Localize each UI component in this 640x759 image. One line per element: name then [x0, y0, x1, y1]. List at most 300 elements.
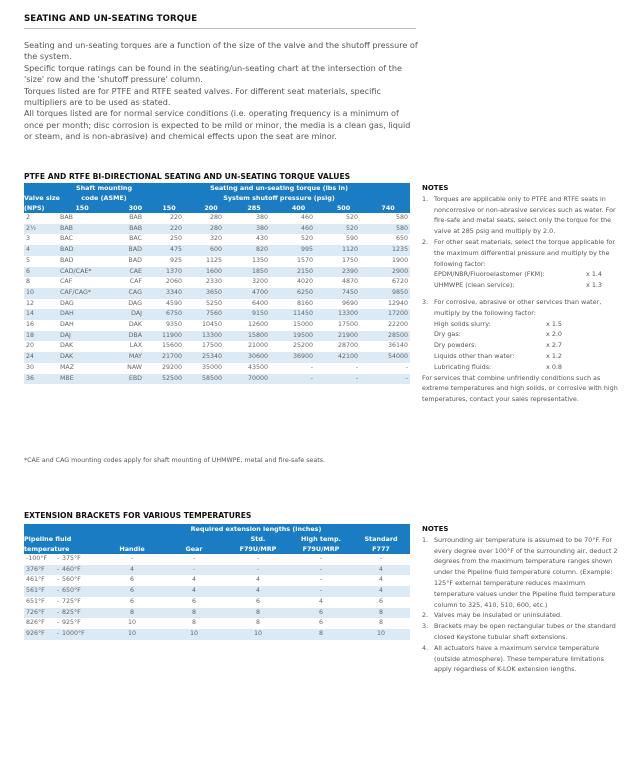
- title-divider: [24, 28, 416, 29]
- table-cell: 375°F: [62, 555, 81, 562]
- table-row: [24, 277, 410, 288]
- table-row: [24, 352, 410, 363]
- table-cell: 42100: [321, 352, 366, 363]
- table-cell: 9850: [366, 288, 410, 299]
- table-row: [24, 288, 410, 299]
- table-cell: DAK: [60, 352, 104, 363]
- table-cell: DAK: [60, 342, 74, 350]
- table-cell: 11450: [276, 309, 321, 320]
- note-number: 4.: [422, 643, 429, 652]
- table-cell: 220: [148, 224, 190, 235]
- header-standard-model: F777: [352, 544, 410, 554]
- table-cell: 8: [255, 619, 260, 627]
- factor-label: EPDM/NBR/Fluoroelastomer (FKM):: [434, 270, 545, 279]
- torque-header-row: [24, 183, 410, 193]
- table-cell: 22200: [388, 321, 409, 329]
- table-cell: 250: [169, 235, 183, 243]
- table-cell: DAJ: [60, 331, 104, 342]
- table-cell: 54000: [366, 352, 410, 363]
- table-cell: 4: [318, 597, 323, 605]
- torque-notes: [422, 183, 622, 405]
- table-cell: -: [192, 555, 196, 562]
- extension-notes: [422, 524, 622, 675]
- table-cell: 30600: [232, 352, 276, 363]
- table-cell: 3650: [190, 288, 232, 299]
- header-class-300: 300: [104, 203, 148, 213]
- table-cell: -: [290, 565, 352, 576]
- table-cell: 6: [24, 267, 60, 278]
- table-cell: 15600: [161, 342, 183, 350]
- table-cell: 826°F: [26, 619, 45, 627]
- note-number: 2.: [422, 237, 429, 246]
- table-cell: 1235: [366, 245, 410, 256]
- table-row: [24, 586, 410, 597]
- table-cell: -: [130, 555, 134, 562]
- table-cell: 600: [190, 245, 232, 256]
- table-cell: 2060: [165, 278, 183, 286]
- table-cell: 1850: [232, 267, 276, 278]
- factor-value: x 0.8: [546, 362, 562, 371]
- table-cell: 21700: [148, 352, 190, 363]
- page-title: SEATING AND UN-SEATING TORQUE: [24, 14, 198, 24]
- table-cell: 12: [26, 299, 35, 307]
- table-cell: 580: [396, 214, 409, 221]
- table-cell: 520: [321, 224, 366, 235]
- table-cell: 4700: [232, 288, 276, 299]
- table-cell: 820: [232, 245, 276, 256]
- table-cell: 925: [169, 256, 183, 264]
- table-cell: 2900: [366, 267, 410, 278]
- extension-table-title: EXTENSION BRACKETS FOR VARIOUS TEMPERATURES: [24, 511, 252, 520]
- factor-value: x 1.4: [586, 270, 602, 279]
- table-cell: 6720: [392, 278, 409, 286]
- table-cell: 9150: [232, 309, 276, 320]
- header-handle: Handle: [102, 544, 162, 554]
- table-cell: 8: [290, 629, 352, 640]
- table-cell: 4590: [165, 299, 183, 307]
- table-cell: DBA: [104, 331, 148, 342]
- table-cell: 6: [255, 597, 260, 605]
- factor-row: [434, 269, 602, 280]
- table-row: [24, 554, 410, 565]
- table-row: [24, 309, 410, 320]
- table-cell: -: [56, 619, 60, 627]
- header-valve-size: Valve size: [24, 194, 60, 202]
- header-shaft-mounting: Shaft mounting: [60, 183, 148, 193]
- torque-footnote: *CAE and CAG mounting codes apply for shaft mounting of UHMWPE, metal and fire-safe seats.: [24, 457, 326, 464]
- table-cell: 4: [162, 586, 226, 597]
- table-cell: 561°F: [24, 586, 54, 597]
- table-cell: 58500: [190, 374, 232, 385]
- header-high-temp-model: F79U/MRP: [290, 544, 352, 554]
- note-number: 3.: [422, 622, 429, 631]
- factor-row: [434, 340, 562, 351]
- table-cell: 8: [379, 619, 384, 627]
- table-cell: 10: [226, 629, 290, 640]
- note-item: [422, 621, 622, 643]
- table-cell: 10: [127, 619, 136, 627]
- table-cell: -: [319, 555, 323, 562]
- table-cell: 6: [290, 608, 352, 619]
- table-cell: 28500: [366, 331, 410, 342]
- notes-heading: NOTES: [422, 525, 449, 533]
- table-cell: 8160: [296, 299, 314, 307]
- header-std: Std.: [226, 534, 290, 544]
- table-cell: MAY: [104, 352, 148, 363]
- factor-label: High solids slurry:: [434, 319, 491, 328]
- table-cell: BAB: [60, 214, 73, 221]
- note-item: [422, 643, 622, 675]
- intro-paragraph: Seating and un-seating torques are a function of the size of the valve and the shutoff pressure of the system.: [24, 40, 418, 62]
- extension-header-row: [24, 544, 410, 554]
- note-text: For corrosive, abrasive or other services than water, multiply by the following factor:: [434, 297, 602, 317]
- table-cell: 12940: [388, 299, 409, 307]
- table-cell: BAC: [129, 235, 143, 243]
- factor-label: Liquids other than water:: [434, 351, 515, 360]
- factor-value: x 2.7: [546, 341, 562, 350]
- table-cell: CAD/CAE*: [60, 267, 104, 278]
- header-code-asme: code (ASME): [60, 193, 148, 203]
- note-text: Torques are applicable only to PTFE and RTFE seats in noncorrosive or non-abrasive services such as water. For fire-safe and metal seats, select only the torque for the valve at 285 psig and multiply by 2.0.: [434, 194, 616, 236]
- table-row: [24, 341, 410, 352]
- factor-label: Dry powders:: [434, 341, 477, 350]
- note-text: Valves may be insulated or uninsulated.: [434, 611, 563, 620]
- table-cell: MAZ: [60, 363, 75, 371]
- intro-paragraph: All torques listed are for normal service conditions (i.e. operating frequency is a minimum of once per month; disc corrosion is expected to be mild or minor, the media is a clean gas, liquid or steam, and is non-abrasive) and chemical effects upon the seat are minor.: [24, 108, 411, 142]
- table-cell: -: [54, 586, 62, 597]
- table-cell: -: [355, 363, 359, 371]
- table-cell: CAF: [129, 278, 143, 286]
- table-cell: 460°F: [62, 565, 102, 576]
- table-row: [24, 597, 410, 608]
- table-row: [24, 618, 410, 629]
- table-cell: -: [54, 565, 62, 576]
- table-cell: 10: [352, 629, 410, 640]
- table-cell: 380: [255, 214, 269, 221]
- intro-paragraph: Specific torque ratings can be found in the seating/un-seating chart at the intersection of the 'size' row and the 'shutoff pressure' column.: [24, 62, 402, 85]
- table-cell: 3200: [251, 278, 269, 286]
- table-cell: EBD: [104, 374, 148, 385]
- note-text: Surrounding air temperature is assumed to be 70°F. For every degree over 100°F of the surrounding air, deduct 2 degrees from the maximum temperature ranges shown under the Pipeline fluid temperature column. (Example: 125°F external temperature reduces maximum temperature values under the Pipeline fluid temperature column to 325, 410, 510, 600, etc.): [434, 535, 618, 609]
- table-cell: 825°F: [62, 608, 102, 619]
- table-cell: 19500: [276, 331, 321, 342]
- intro-text: [24, 40, 419, 143]
- table-cell: 36140: [388, 342, 409, 350]
- table-cell: 380: [232, 224, 276, 235]
- factor-row: [434, 362, 562, 373]
- table-cell: DAH: [60, 321, 74, 329]
- table-cell: 280: [209, 214, 223, 221]
- table-row: [24, 363, 410, 374]
- table-cell: 9690: [341, 299, 359, 307]
- table-cell: BAD: [128, 256, 143, 264]
- table-cell: 926°F: [24, 629, 54, 640]
- table-cell: 7560: [190, 309, 232, 320]
- table-cell: -: [379, 555, 383, 562]
- table-cell: DAJ: [104, 309, 148, 320]
- table-cell: 21900: [321, 331, 366, 342]
- header-temperature: temperature: [24, 544, 102, 554]
- table-cell: 36900: [276, 352, 321, 363]
- table-cell: 4: [379, 576, 384, 584]
- table-cell: 461°F: [26, 576, 45, 584]
- header-standard: Standard: [352, 534, 410, 544]
- table-cell: 475: [148, 245, 190, 256]
- table-cell: 1350: [251, 256, 269, 264]
- table-cell: 376°F: [24, 565, 54, 576]
- table-cell: 590: [345, 235, 359, 243]
- table-cell: CAG: [104, 288, 148, 299]
- table-cell: CAF/CAG*: [60, 288, 104, 299]
- table-row: [24, 299, 410, 310]
- table-cell: 725°F: [62, 597, 81, 605]
- table-cell: NAW: [127, 363, 143, 371]
- table-cell: 1570: [296, 256, 314, 264]
- table-cell: 35000: [201, 363, 223, 371]
- table-cell: 25340: [190, 352, 232, 363]
- table-row: [24, 629, 410, 640]
- table-cell: BAB: [129, 214, 143, 221]
- table-cell: 9350: [165, 321, 183, 329]
- table-cell: 13300: [321, 309, 366, 320]
- factor-value: x 2.0: [546, 330, 562, 339]
- table-cell: BAD: [60, 256, 74, 264]
- table-cell: 10450: [201, 321, 223, 329]
- note-number: 1.: [422, 194, 429, 203]
- factor-row: [434, 351, 562, 362]
- table-cell: 4: [191, 576, 196, 584]
- table-cell: 2150: [276, 267, 321, 278]
- table-cell: -: [366, 374, 410, 385]
- table-cell: -: [310, 363, 314, 371]
- table-cell: BAD: [104, 245, 148, 256]
- table-cell: 1750: [341, 256, 359, 264]
- torque-header-row: [24, 193, 410, 203]
- note-text: All actuators have a maximum service temperature (outside atmosphere). These temperature limitations apply regardless of K-LOK extension lengths.: [434, 643, 604, 674]
- table-cell: -: [256, 555, 260, 562]
- table-cell: 25200: [292, 342, 314, 350]
- factor-row: [434, 319, 562, 330]
- header-class-150: 150: [60, 203, 104, 213]
- table-cell: -: [56, 576, 60, 584]
- torque-table-title: PTFE AND RTFE BI-DIRECTIONAL SEATING AND UN-SEATING TORQUE VALUES: [24, 172, 351, 181]
- table-cell: 1370: [148, 267, 190, 278]
- header-std-model: F79U/MRP: [226, 544, 290, 554]
- table-cell: 2: [26, 214, 31, 221]
- note-number: 2.: [422, 611, 429, 620]
- table-cell: 6: [102, 586, 162, 597]
- table-cell: 8: [162, 608, 226, 619]
- header-pressure: 500: [321, 203, 366, 213]
- table-row: [24, 213, 410, 224]
- table-row: [24, 256, 410, 267]
- header-nps: (NPS): [24, 203, 60, 213]
- header-seating-torque: Seating and un-seating torque (lbs in): [148, 183, 410, 193]
- extension-header-row: [24, 524, 410, 534]
- factor-value: x 1.2: [546, 351, 562, 360]
- torque-table: [24, 183, 410, 384]
- table-cell: 6250: [276, 288, 321, 299]
- table-cell: 8: [226, 608, 290, 619]
- table-cell: 1000°F: [62, 629, 102, 640]
- header-pressure: 200: [190, 203, 232, 213]
- table-row: [24, 608, 410, 619]
- header-pressure: 285: [232, 203, 276, 213]
- table-cell: 4: [352, 565, 410, 576]
- table-cell: 3: [26, 235, 31, 243]
- table-cell: -: [56, 555, 60, 562]
- table-cell: 36: [24, 374, 60, 385]
- table-cell: 4870: [341, 278, 359, 286]
- table-row: [24, 331, 410, 342]
- table-cell: 2390: [321, 267, 366, 278]
- header-pressure: 150: [148, 203, 190, 213]
- table-cell: 2½: [24, 224, 60, 235]
- table-row: [24, 267, 410, 278]
- header-high-temp: High temp.: [290, 534, 352, 544]
- header-pipeline-fluid: Pipeline fluid: [24, 534, 102, 544]
- table-row: [24, 245, 410, 256]
- factor-label: Dry gas:: [434, 330, 461, 339]
- table-cell: 14: [24, 309, 60, 320]
- table-cell: 28700: [337, 342, 359, 350]
- table-cell: -: [276, 374, 321, 385]
- table-cell: 650: [396, 235, 409, 243]
- table-cell: 560°F: [62, 576, 81, 584]
- table-cell: 6400: [251, 299, 269, 307]
- table-cell: DAK: [128, 321, 143, 329]
- table-cell: 6750: [148, 309, 190, 320]
- table-cell: 3340: [148, 288, 190, 299]
- table-cell: -: [405, 363, 409, 371]
- table-cell: 520: [300, 235, 314, 243]
- table-cell: 650°F: [62, 586, 102, 597]
- table-cell: 5: [26, 256, 31, 264]
- note-number: 1.: [422, 535, 429, 544]
- table-cell: 29200: [161, 363, 183, 371]
- table-cell: 52500: [148, 374, 190, 385]
- note-item: [422, 194, 622, 237]
- table-cell: 10: [102, 629, 162, 640]
- note-text: Brackets may be open rectangular tubes or the standard closed Keystone tubular shaft extensions.: [434, 622, 616, 641]
- table-cell: 651°F: [26, 597, 45, 605]
- factor-value: x 1.3: [586, 281, 602, 290]
- table-cell: 18: [24, 331, 60, 342]
- table-cell: -: [321, 374, 366, 385]
- table-cell: 20: [26, 342, 35, 350]
- table-cell: 24: [24, 352, 60, 363]
- table-cell: 520: [345, 214, 359, 221]
- table-cell: 280: [190, 224, 232, 235]
- note-number: 3.: [422, 297, 429, 306]
- table-cell: MBE: [60, 374, 104, 385]
- table-cell: 1600: [190, 267, 232, 278]
- table-cell: 430: [255, 235, 269, 243]
- note-item: [422, 610, 622, 621]
- table-cell: 4020: [296, 278, 314, 286]
- table-cell: 10: [24, 288, 60, 299]
- table-cell: 1120: [321, 245, 366, 256]
- table-cell: 7450: [321, 288, 366, 299]
- table-cell: -: [54, 629, 62, 640]
- table-cell: -100°F: [26, 555, 48, 562]
- table-cell: 16: [26, 321, 35, 329]
- note-item: [422, 297, 622, 373]
- factor-row: [434, 329, 562, 340]
- table-cell: BAD: [60, 245, 104, 256]
- table-cell: 460: [300, 214, 314, 221]
- table-row: [24, 320, 410, 331]
- table-cell: 4: [255, 576, 260, 584]
- table-cell: 21000: [247, 342, 269, 350]
- table-cell: 4: [24, 245, 60, 256]
- table-cell: 43500: [247, 363, 269, 371]
- factor-label: UHMWPE (clean service):: [434, 281, 515, 290]
- table-cell: 6: [129, 597, 134, 605]
- table-cell: -: [290, 586, 352, 597]
- header-gear: Gear: [162, 544, 226, 554]
- table-row: [24, 374, 410, 385]
- intro-paragraph: Torques listed are for PTFE and RTFE seated valves. For different seat materials, specific multipliers are to be used as stated.: [24, 85, 381, 108]
- table-cell: 4: [102, 565, 162, 576]
- table-cell: 12600: [247, 321, 269, 329]
- table-cell: 6: [129, 576, 134, 584]
- table-cell: 8: [26, 278, 31, 286]
- table-cell: -: [54, 608, 62, 619]
- table-cell: 70000: [232, 374, 276, 385]
- table-cell: 13300: [190, 331, 232, 342]
- table-cell: -: [162, 565, 226, 576]
- table-row: [24, 224, 410, 235]
- table-cell: LAX: [129, 342, 143, 350]
- table-cell: 220: [169, 214, 183, 221]
- table-cell: 6: [379, 597, 384, 605]
- table-cell: 320: [209, 235, 223, 243]
- table-row: [24, 575, 410, 586]
- table-cell: 17500: [337, 321, 359, 329]
- table-cell: 4: [352, 586, 410, 597]
- table-row: [24, 565, 410, 576]
- table-cell: 15800: [232, 331, 276, 342]
- table-cell: 995: [276, 245, 321, 256]
- table-cell: CAE: [104, 267, 148, 278]
- table-cell: 5250: [205, 299, 223, 307]
- torque-header-row: [24, 203, 410, 213]
- extension-table: [24, 524, 410, 640]
- note-item: [422, 237, 622, 291]
- table-cell: 4: [226, 586, 290, 597]
- table-cell: DAG: [128, 299, 143, 307]
- table-row: [24, 234, 410, 245]
- table-cell: -: [319, 576, 323, 584]
- table-cell: 17500: [201, 342, 223, 350]
- factor-row: [434, 280, 602, 291]
- table-cell: BAB: [60, 224, 104, 235]
- table-cell: 8: [352, 608, 410, 619]
- header-required-extension: Required extension lengths (inches): [102, 524, 410, 534]
- table-cell: 460: [276, 224, 321, 235]
- table-cell: -: [226, 565, 290, 576]
- table-cell: BAC: [60, 235, 73, 243]
- table-cell: 10: [162, 629, 226, 640]
- table-cell: DAH: [60, 309, 104, 320]
- table-cell: 1900: [392, 256, 409, 264]
- note-tail: For services that combine unfriendly conditions such as extreme temperatures and high solids, or corrosive with high temperatures, contact your sales representative.: [422, 373, 618, 404]
- header-pressure: 400: [276, 203, 321, 213]
- table-cell: 15000: [292, 321, 314, 329]
- factor-label: Lubricating fluids:: [434, 362, 492, 371]
- table-cell: 17200: [366, 309, 410, 320]
